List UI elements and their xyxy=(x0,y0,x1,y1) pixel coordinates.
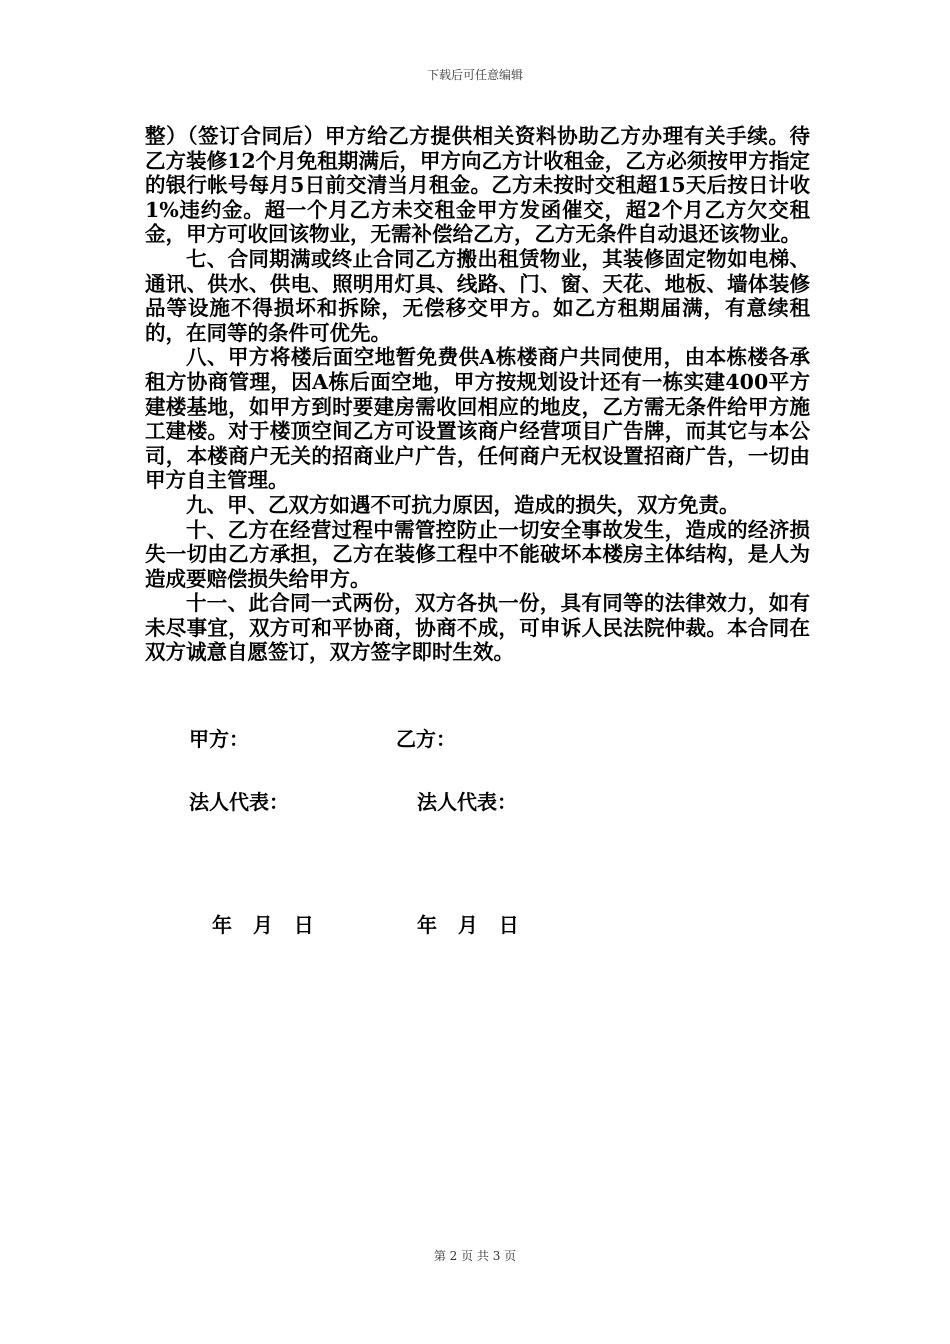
legal-rep-b-label: 法人代表： xyxy=(417,790,517,814)
paragraph-clause-10: 十、乙方在经营过程中需管控防止一切安全事故发生，造成的经济损失一切由乙方承担，乙方在装修工程中不能破坏本楼房主体结构，是人为造成要赔偿损失给甲方。 xyxy=(145,517,810,591)
paragraph-clause-9: 九、甲、乙双方如遇不可抗力原因，造成的损失，双方免责。 xyxy=(186,492,740,517)
paragraph-clause-11: 十一、此合同一式两份，双方各执一份，具有同等的法律效力，如有未尽事宜，双方可和平协商，协商不成，可申诉人民法院仲裁。本合同在双方诚意自愿签订，双方签字即时生效。 xyxy=(145,591,810,665)
party-a-label: 甲方： xyxy=(189,727,249,751)
legal-rep-a-label: 法人代表： xyxy=(189,790,289,814)
paragraph-clause-7: 七、合同期满或终止合同乙方搬出租赁物业，其装修固定物如电梯、通讯、供水、供电、照明用灯具、线路、门、窗、天花、地板、墙体装修品等设施不得损坏和拆除，无偿移交甲方。如乙方租期届满，有意续租的，在同等的条件可优先。 xyxy=(145,246,810,345)
contract-body xyxy=(145,124,810,665)
date-b-line: 年 月 日 xyxy=(417,913,519,937)
header-note: 下载后可任意编辑 xyxy=(426,68,523,82)
paragraph-clause-8: 八、甲方将楼后面空地暂免费供A栋楼商户共同使用，由本栋楼各承租方协商管理，因A栋后面空地，甲方按规划设计还有一栋实建400平方建楼基地，如甲方到时要建房需收回相应的地皮，乙方需无条件给甲方施工建楼。对于楼顶空间乙方可设置该商户经营项目广告牌，而其它与本公司，本楼商户无关的招商业户广告，任何商户无权设置招商广告，一切由甲方自主管理。 xyxy=(145,345,810,493)
page-number: 第 2 页 共 3 页 xyxy=(433,1249,517,1263)
party-b-label: 乙方： xyxy=(396,727,456,751)
date-a-line: 年 月 日 xyxy=(212,913,314,937)
paragraph-continued: 整）（签订合同后）甲方给乙方提供相关资料协助乙方办理有关手续。待乙方装修12个月免租期满后，甲方向乙方计收租金，乙方必须按甲方指定的银行帐号每月5日前交清当月租金。乙方未按时交租超15天后按日计收1%违约金。超一个月乙方未交租金甲方发函催交，超2个月乙方欠交租金，甲方可收回该物业，无需补偿给乙方，乙方无条件自动退还该物业。 xyxy=(145,124,810,247)
